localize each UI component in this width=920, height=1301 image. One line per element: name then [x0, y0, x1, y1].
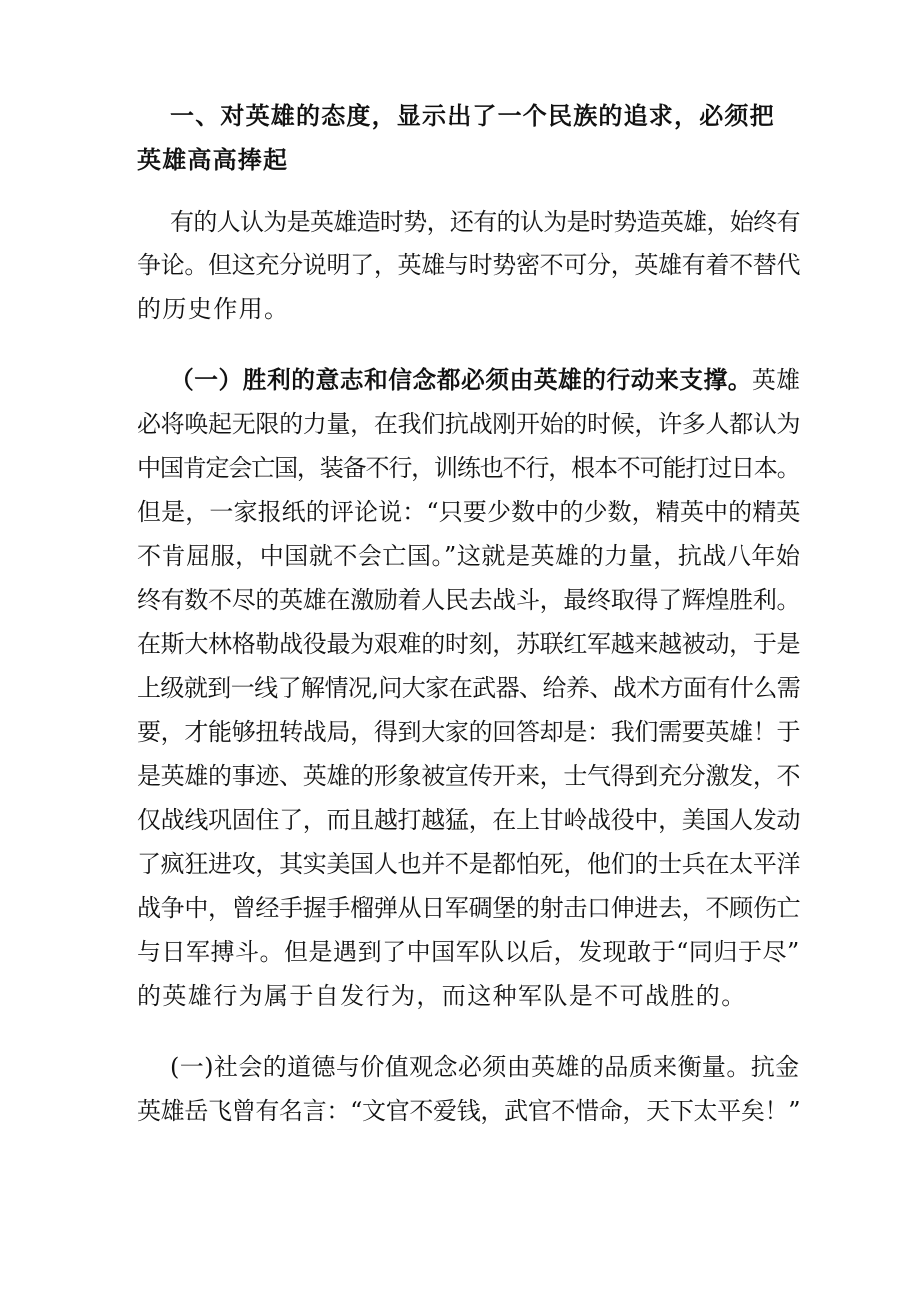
paragraph-2-line-2: 必将唤起无限的力量，在我们抗战刚开始的时候，许多人都认为	[137, 410, 801, 438]
paragraph-2-line-6: 终有数不尽的英雄在激励着人民去战斗，最终取得了辉煌胜利。	[137, 586, 801, 614]
paragraph-3-line-2: 英雄岳飞曾有名言：“文官不爱钱，武官不惜命，天下太平矣！”	[137, 1097, 801, 1125]
paragraph-2-line-10: 是英雄的事迹、英雄的形象被宣传开来，士气得到充分激发，不	[137, 762, 801, 790]
paragraph-2-bold-lead: （一）胜利的意志和信念都必须由英雄的行动来支撑。	[170, 365, 752, 394]
paragraph-3-line-1: (一)社会的道德与价值观念必须由英雄的品质来衡量。抗金	[170, 1053, 800, 1081]
paragraph-2-line-5: 不肯屈服，中国就不会亡国。”这就是英雄的力量，抗战八年始	[137, 542, 801, 570]
heading-line-1: 一、对英雄的态度，显示出了一个民族的追求，必须把	[170, 101, 775, 130]
paragraph-2-line-9: 要，才能够扭转战局，得到大家的回答却是：我们需要英雄！于	[137, 718, 801, 746]
paragraph-2-line-7: 在斯大林格勒战役最为艰难的时刻，苏联红军越来越被动，于是	[137, 630, 801, 658]
paragraph-2-line-3: 中国肯定会亡国，装备不行，训练也不行，根本不可能打过日本。	[137, 454, 800, 482]
paragraph-2-line-11: 仅战线巩固住了，而且越打越猛，在上甘岭战役中，美国人发动	[137, 806, 801, 834]
heading-line-2: 英雄高高捧起	[137, 145, 289, 174]
paragraph-1-line-1: 有的人认为是英雄造时势，还有的认为是时势造英雄，始终有	[170, 208, 800, 236]
paragraph-2-line-15: 的英雄行为属于自发行为，而这种军队是不可战胜的。	[137, 982, 747, 1010]
paragraph-1-line-3: 的历史作用。	[137, 295, 290, 323]
paragraph-2-line-14: 与日军搏斗。但是遇到了中国军队以后，发现敢于“同归于尽”	[137, 938, 800, 966]
paragraph-1-line-2: 争论。但这充分说明了，英雄与时势密不可分，英雄有着不替代	[137, 251, 801, 279]
paragraph-2-line-12: 了疯狂进攻，其实美国人也并不是都怕死，他们的士兵在太平洋	[137, 850, 801, 878]
paragraph-2-line-13: 战争中，曾经手握手榴弹从日军碉堡的射击口伸进去，不顾伤亡	[137, 894, 801, 922]
paragraph-2-line-8: 上级就到一线了解情况,问大家在武器、给养、战术方面有什么需	[137, 674, 801, 702]
paragraph-2-first-line-rest: 英雄	[751, 366, 801, 394]
paragraph-2-line-4: 但是，一家报纸的评论说：“只要少数中的少数，精英中的精英	[137, 498, 801, 526]
paragraph-2-line-1	[170, 365, 800, 395]
